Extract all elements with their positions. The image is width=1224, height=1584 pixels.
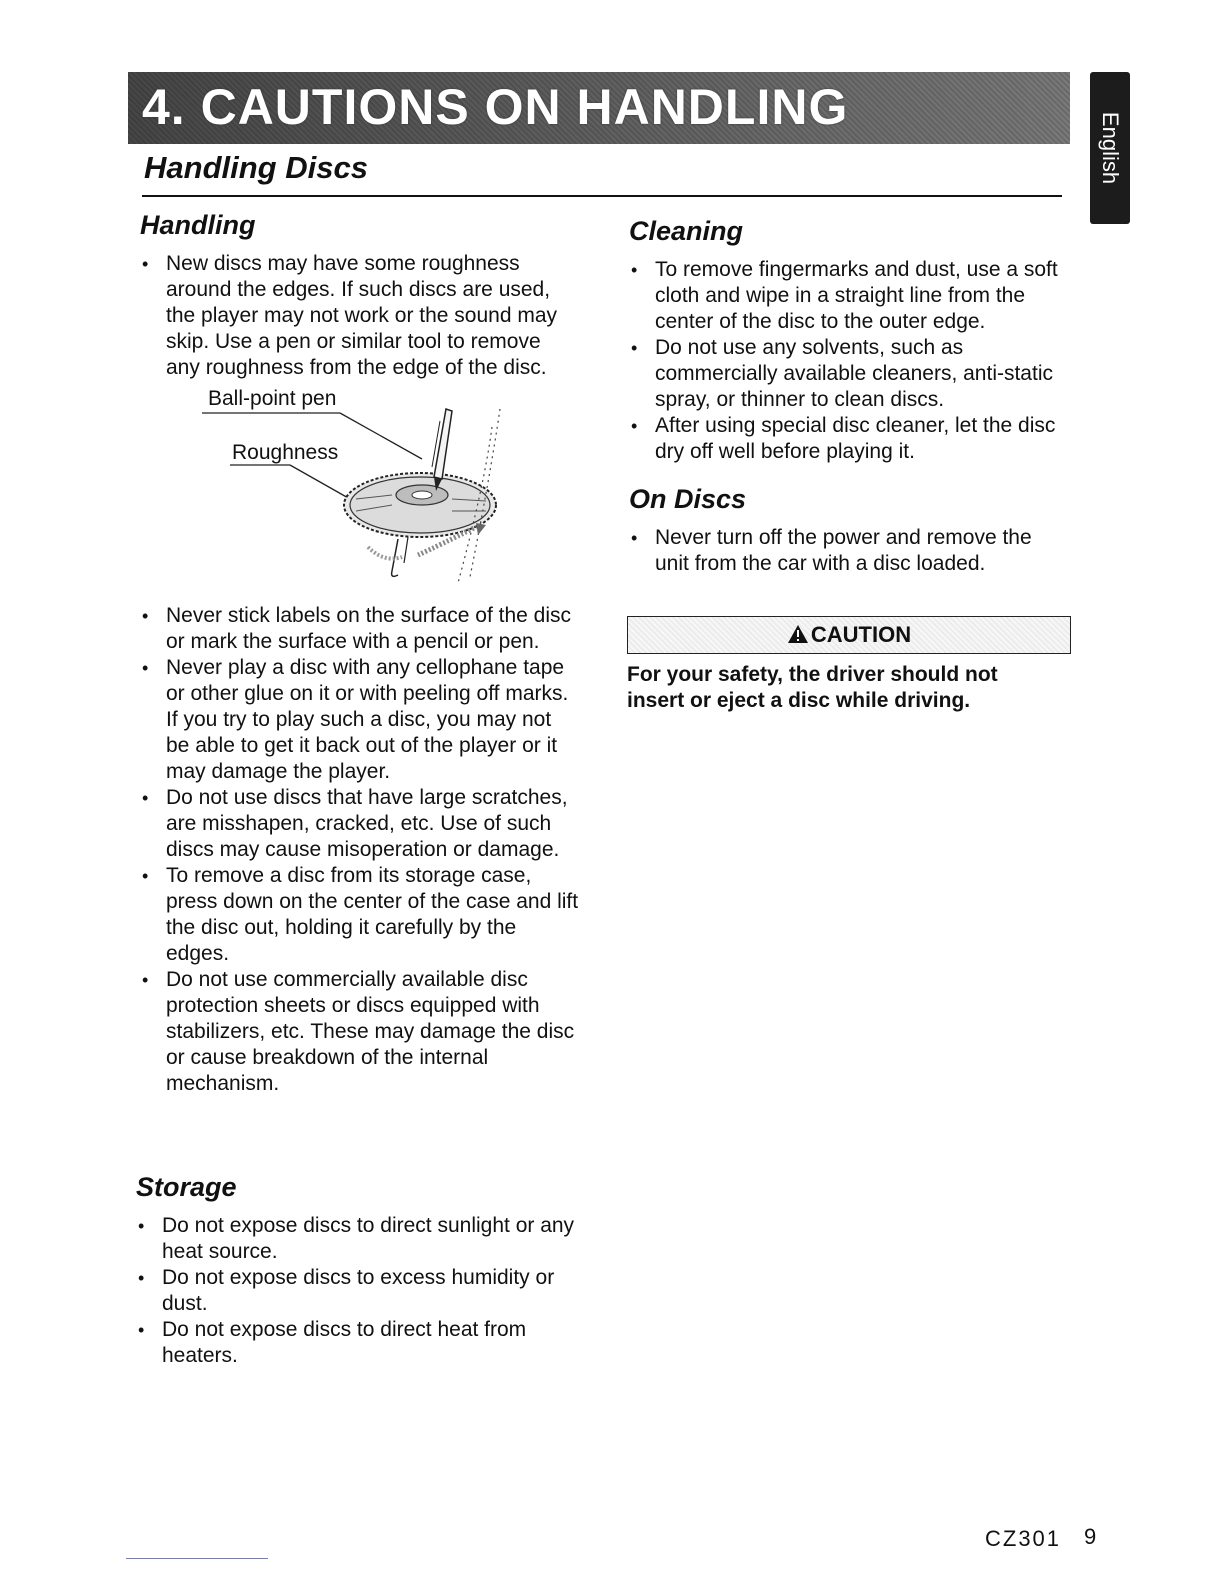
list-item: • After using special disc cleaner, let the disc dry off well before playing it. [629, 413, 1059, 465]
storage-section [136, 1172, 576, 1369]
caution-text: For your safety, the driver should not insert or eject a disc while driving. [627, 663, 998, 712]
on-discs-list [629, 525, 1059, 577]
chapter-title: 4. CAUTIONS ON HANDLING [142, 79, 849, 135]
list-item: • Do not expose discs to direct heat from heaters. [136, 1317, 576, 1369]
disc-illustration [140, 387, 520, 597]
roughness-label: Roughness [232, 441, 339, 464]
caution-box [627, 616, 1071, 654]
on-discs-heading: On Discs [629, 484, 747, 514]
list-item: • Do not expose discs to direct sunlight or any heat source. [136, 1213, 576, 1265]
disc-roughness-figure [140, 387, 520, 597]
list-item: • Do not use commercially available disc protection sheets or discs equipped with stabilizers, etc. These may damage the disc or cause breakdown of the internal mechanism. [140, 967, 580, 1097]
language-tab [1090, 72, 1130, 224]
chapter-banner [128, 72, 1070, 144]
storage-heading: Storage [136, 1172, 237, 1202]
list-item: • Never play a disc with any cellophane tape or other glue on it or with peeling off marks. If you try to play such a disc, you may not be able to get it back out of the player or it may damage the player. [140, 655, 580, 785]
cleaning-list [629, 257, 1059, 465]
caution-label: CAUTION [810, 622, 912, 647]
list-item: • Do not expose discs to excess humidity or dust. [136, 1265, 576, 1317]
list-item: • To remove fingermarks and dust, use a soft cloth and wipe in a straight line from the center of the disc to the outer edge. [629, 257, 1059, 335]
list-item: • Never turn off the power and remove the unit from the car with a disc loaded. [629, 525, 1059, 577]
handling-list-before [140, 251, 580, 381]
storage-list [136, 1213, 576, 1369]
cleaning-heading: Cleaning [629, 216, 744, 246]
page-number: 9 [1084, 1524, 1097, 1549]
language-tab-label: English [1098, 111, 1123, 185]
list-item: • Never stick labels on the surface of the disc or mark the surface with a pencil or pen. [140, 603, 580, 655]
list-item: • Do not use any solvents, such as commercially available cleaners, anti-static spray, or thinner to clean discs. [629, 335, 1059, 413]
section-title: Handling Discs [144, 150, 368, 185]
list-item: • To remove a disc from its storage case, press down on the center of the case and lift the disc out, holding it carefully by the edges. [140, 863, 580, 967]
ball-point-pen-label: Ball-point pen [208, 387, 337, 410]
list-item: • New discs may have some roughness around the edges. If such discs are used, the player may not work or the sound may skip. Use a pen or similar tool to remove any roughness from the edge of the disc. [140, 251, 580, 381]
model-number: CZ301 [985, 1526, 1062, 1551]
cleaning-section [629, 216, 1059, 465]
footer-line [126, 1558, 268, 1559]
on-discs-section [629, 484, 1059, 577]
handling-section [140, 210, 580, 1097]
handling-list-after [140, 603, 580, 1097]
warning-triangle-icon [787, 624, 809, 644]
caution-header [628, 622, 1070, 648]
section-rule [142, 195, 1062, 197]
handling-heading: Handling [140, 210, 256, 240]
list-item: • Do not use discs that have large scratches, are misshapen, cracked, etc. Use of such discs may cause misoperation or damage. [140, 785, 580, 863]
